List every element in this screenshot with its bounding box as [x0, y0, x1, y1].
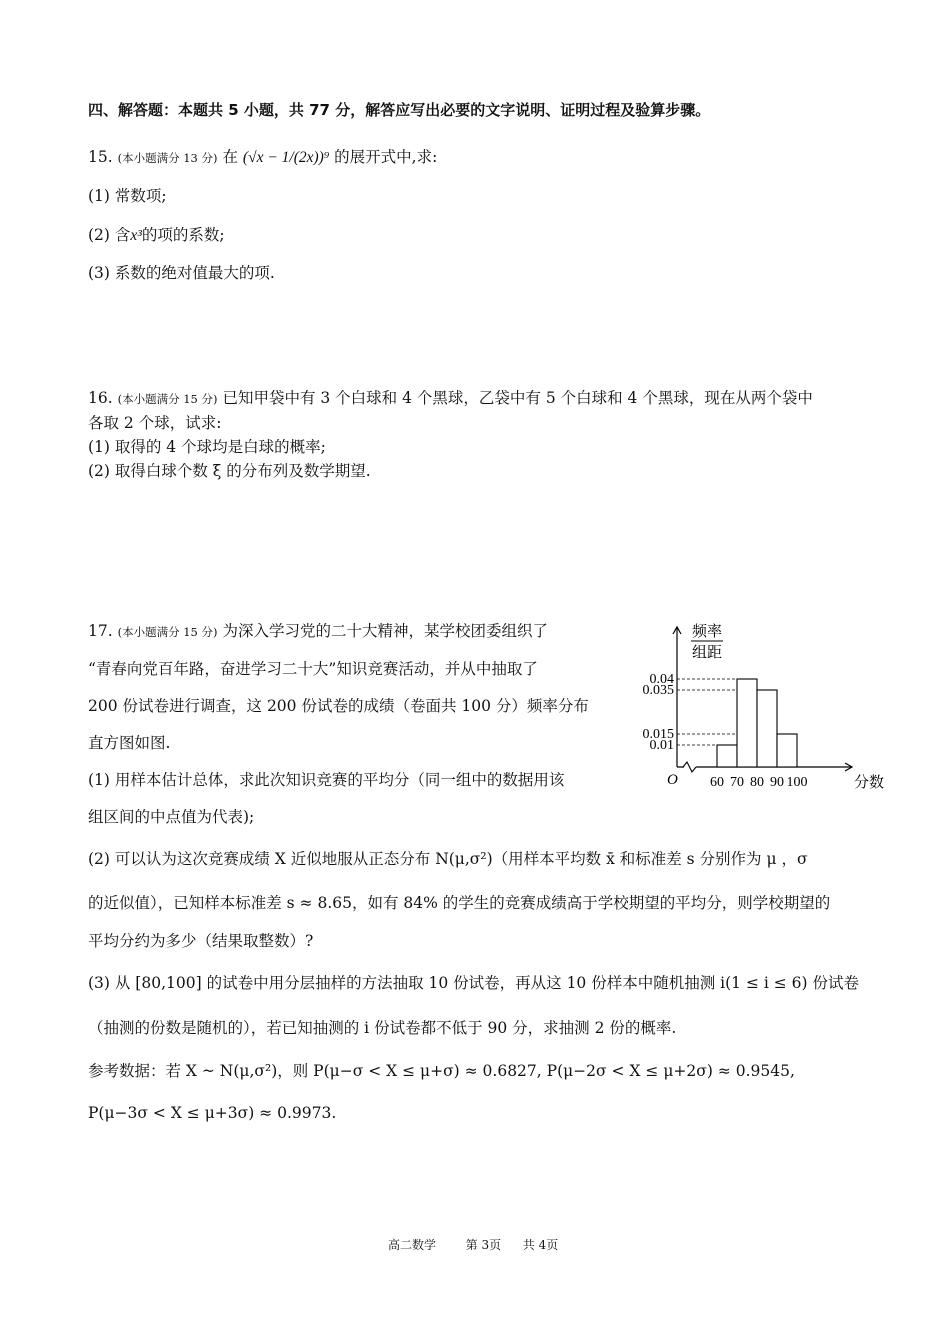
- origin-label: O: [667, 772, 678, 788]
- footer-total: 共 4页: [522, 1238, 559, 1252]
- frequency-histogram: [620, 615, 885, 800]
- q17-reference2: P(μ−3σ < X ≤ μ+3σ) ≈ 0.9973.: [88, 1104, 337, 1122]
- histogram-bar-0: [717, 745, 737, 767]
- q15-number: 15.: [88, 148, 113, 166]
- y-tick-label-0: 0.01: [649, 738, 674, 753]
- q17-part2a: (2) 可以认为这次竞赛成绩 X 近似地服从正态分布 N(μ,σ²)（用样本平均数 x̄ 和标准差 s 分别作为 μ ，σ: [88, 850, 808, 868]
- q17-score: (本小题满分 15 分): [117, 625, 218, 639]
- y-tick-label-1: 0.015: [642, 727, 674, 742]
- q15-intro-pre: 在: [222, 148, 238, 166]
- x-tick-label-4: 100: [786, 775, 808, 790]
- q17-line4: 直方图如图.: [88, 734, 171, 752]
- q16-line2: 各取 2 个球，试求:: [88, 414, 222, 432]
- q16-number: 16.: [88, 389, 113, 407]
- q17-reference1: 参考数据：若 X ~ N(μ,σ²)，则 P(μ−σ < X ≤ μ+σ) ≈ 0.6827, P(μ−2σ < X ≤ μ+2σ) ≈ 0.9545,: [88, 1062, 795, 1080]
- x-tick-label-3: 90: [770, 775, 784, 790]
- q16-part1: (1) 取得的 4 个球均是白球的概率;: [88, 438, 326, 456]
- q15-score: (本小题满分 13 分): [117, 151, 218, 165]
- q15-expression: (√x − 1/(2x))⁹: [242, 149, 330, 166]
- q16-line1: [88, 388, 813, 409]
- histogram-bar-2: [757, 690, 777, 767]
- q17-part2b: 的近似值），已知样本标准差 s ≈ 8.65，如有 84% 的学生的竞赛成绩高于学校期望的平均分，则学校期望的: [88, 894, 831, 912]
- footer-subject: 高二数学: [388, 1238, 437, 1252]
- q17-part3b: （抽测的份数是随机的），若已知抽测的 i 份试卷都不低于 90 分，求抽测 2 份的概率.: [88, 1019, 677, 1037]
- section-heading: 四、解答题：本题共 5 小题，共 77 分，解答应写出必要的文字说明、证明过程及验算步骤。: [88, 101, 711, 119]
- histogram-bar-1: [737, 679, 757, 767]
- y-label-bottom: 组距: [691, 645, 723, 661]
- y-tick-label-2: 0.035: [642, 683, 674, 698]
- q17-part2c: 平均分约为多少（结果取整数）?: [88, 932, 314, 950]
- q17-part3a: (3) 从 [80,100] 的试卷中用分层抽样的方法抽取 10 份试卷，再从这 10 份样本中随机抽测 i(1 ≤ i ≤ 6) 份试卷: [88, 974, 859, 992]
- q16-score: (本小题满分 15 分): [117, 392, 218, 406]
- x-axis-label: 分数: [854, 775, 885, 791]
- y-tick-label-3: 0.04: [649, 672, 674, 687]
- q17-text1: 为深入学习党的二十大精神，某学校团委组织了: [222, 622, 548, 640]
- q17-line3: 200 份试卷进行调查，这 200 份试卷的成绩（卷面共 100 分）频率分布: [88, 697, 589, 715]
- x-tick-label-0: 60: [710, 775, 724, 790]
- q17-line2: “青春向党百年路，奋进学习二十大”知识竞赛活动，并从中抽取了: [88, 660, 538, 678]
- q16-part2: (2) 取得白球个数 ξ 的分布列及数学期望.: [88, 462, 371, 480]
- x-tick-label-1: 70: [730, 775, 744, 790]
- page-footer: [388, 1235, 558, 1255]
- q17-line1: [88, 621, 548, 642]
- q15-intro: [88, 147, 437, 168]
- q15-part2: [88, 225, 225, 246]
- q15-part3: (3) 系数的绝对值最大的项.: [88, 264, 275, 282]
- footer-page: 第 3页: [465, 1238, 502, 1252]
- y-label-top: 频率: [691, 624, 723, 640]
- q15-part2-pre: (2) 含: [88, 226, 131, 244]
- x-tick-label-2: 80: [750, 775, 764, 790]
- q15-intro-post: 的展开式中,求:: [334, 148, 438, 166]
- histogram-bar-3: [777, 734, 797, 767]
- q17-number: 17.: [88, 622, 113, 640]
- q15-part2-math: x³: [130, 227, 142, 244]
- q17-part1b: 组区间的中点值为代表);: [88, 808, 255, 826]
- q17-part1a: (1) 用样本估计总体，求此次知识竞赛的平均分（同一组中的数据用该: [88, 771, 565, 789]
- q15-part2-post: 的项的系数;: [141, 226, 225, 244]
- q15-part1: (1) 常数项;: [88, 187, 167, 205]
- q16-text1: 已知甲袋中有 3 个白球和 4 个黑球，乙袋中有 5 个白球和 4 个黑球，现在从两个袋中: [222, 389, 813, 407]
